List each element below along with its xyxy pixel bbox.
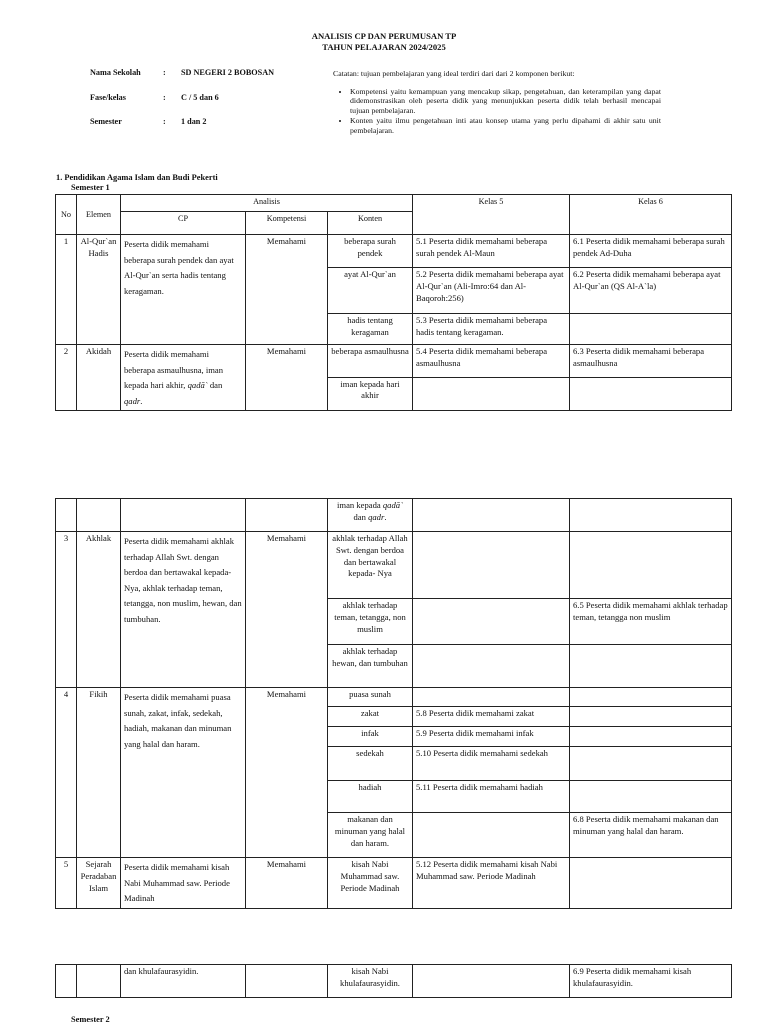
colon: : bbox=[163, 93, 166, 102]
row-konten: akhlak terhadap Allah Swt. dengan berdoa dan bertawakal kepada- Nya bbox=[328, 532, 413, 599]
row-cp bbox=[121, 345, 246, 411]
row-kelas-5 bbox=[413, 813, 570, 858]
row-number: 4 bbox=[56, 688, 77, 858]
row-kelas-5: 5.9 Peserta didik memahami infak bbox=[413, 727, 570, 747]
table-row bbox=[56, 235, 732, 268]
row-kompetensi: Memahami bbox=[246, 858, 328, 909]
row-elemen: Fikih bbox=[77, 688, 121, 858]
school-value: SD NEGERI 2 BOBOSAN bbox=[181, 68, 275, 77]
row-number: 5 bbox=[56, 858, 77, 909]
row-kelas-5: 5.12 Peserta didik memahami kisah Nabi Muhammad saw. Periode Madinah bbox=[413, 858, 570, 909]
row-konten: puasa sunah bbox=[328, 688, 413, 707]
cp-tp-table-part-2 bbox=[55, 498, 732, 909]
row-kelas-5: 5.11 Peserta didik memahami hadiah bbox=[413, 781, 570, 813]
document-subtitle: TAHUN PELAJARAN 2024/2025 bbox=[322, 42, 446, 52]
row-kelas-6 bbox=[570, 532, 732, 599]
row-cp: dan khulafaurasyidin. bbox=[121, 965, 246, 998]
semester-label: Semester bbox=[90, 117, 122, 126]
row-kelas-5 bbox=[413, 965, 570, 998]
row-kelas-6 bbox=[570, 707, 732, 727]
note-intro: Catatan: tujuan pembelajaran yang ideal terdiri dari dari 2 komponen berikut: bbox=[333, 69, 575, 78]
cp-text: dan bbox=[209, 380, 223, 391]
row-kelas-5 bbox=[413, 688, 570, 707]
header-elemen: Elemen bbox=[77, 195, 121, 235]
cp-text: . bbox=[140, 395, 143, 406]
row-kelas-5 bbox=[413, 377, 570, 411]
row-cp: Peserta didik memahami puasa sunah, zakat, infak, sedekah, hadiah, makanan dan minuman yang halal dan haram. bbox=[121, 688, 246, 858]
row-konten: beberapa surah pendek bbox=[328, 235, 413, 268]
note-block bbox=[333, 69, 661, 137]
konten-text: iman kepada bbox=[337, 500, 381, 510]
row-number: 2 bbox=[56, 345, 77, 411]
row-cp: Peserta didik memahami kisah Nabi Muhammad saw. Periode Madinah bbox=[121, 858, 246, 909]
row-konten: sedekah bbox=[328, 747, 413, 781]
note-item: • Konten yaitu ilmu pengetahuan inti atau konsep utama yang perlu dipahami di akhir satu unit pembelajaran. bbox=[350, 116, 661, 135]
table-row bbox=[56, 345, 732, 378]
row-kelas-5 bbox=[413, 645, 570, 688]
row-kelas-6 bbox=[570, 688, 732, 707]
row-elemen: Akhlak bbox=[77, 532, 121, 688]
cp-tp-table-part-3 bbox=[55, 964, 732, 998]
row-kelas-5: 5.1 Peserta didik memahami beberapa surah pendek Al-Maun bbox=[413, 235, 570, 268]
header-analisis: Analisis bbox=[121, 195, 413, 212]
row-konten bbox=[328, 499, 413, 532]
table-row bbox=[56, 965, 732, 998]
row-kelas-5: 5.10 Peserta didik memahami sedekah bbox=[413, 747, 570, 781]
row-kelas-6: 6.1 Peserta didik memahami beberapa surah pendek Ad-Duha bbox=[570, 235, 732, 268]
cp-term: qadr bbox=[124, 395, 141, 406]
row-kelas-5: 5.2 Peserta didik memahami beberapa ayat Al-Qur`an (Ali-Imro:64 dan Al-Baqoroh:256) bbox=[413, 268, 570, 314]
colon: : bbox=[163, 117, 166, 126]
semester-value: 1 dan 2 bbox=[181, 117, 207, 126]
row-kompetensi: Memahami bbox=[246, 688, 328, 858]
row-konten: kisah Nabi Muhammad saw. Periode Madinah bbox=[328, 858, 413, 909]
row-kelas-6: 6.3 Peserta didik memahami beberapa asmaulhusna bbox=[570, 345, 732, 378]
row-kompetensi: Memahami bbox=[246, 532, 328, 688]
document-title: ANALISIS CP DAN PERUMUSAN TP bbox=[311, 31, 457, 41]
row-kompetensi bbox=[246, 499, 328, 532]
row-konten: zakat bbox=[328, 707, 413, 727]
row-kelas-6 bbox=[570, 645, 732, 688]
row-kelas-5: 5.4 Peserta didik memahami beberapa asmaulhusna bbox=[413, 345, 570, 378]
colon: : bbox=[163, 68, 166, 77]
konten-term: qadā` bbox=[382, 500, 403, 510]
row-cp: Peserta didik memahami beberapa surah pendek dan ayat Al-Qur`an serta hadis tentang keragaman. bbox=[121, 235, 246, 345]
note-list bbox=[333, 87, 661, 136]
row-konten: infak bbox=[328, 727, 413, 747]
row-elemen bbox=[77, 499, 121, 532]
row-kelas-6 bbox=[570, 314, 732, 345]
row-kelas-6: 6.5 Peserta didik memahami akhlak terhadap teman, tetangga non muslim bbox=[570, 599, 732, 645]
table-row bbox=[56, 858, 732, 909]
row-konten: beberapa asmaulhusna bbox=[328, 345, 413, 378]
cp-term: qadā` bbox=[187, 380, 208, 391]
konten-text: dan bbox=[353, 511, 366, 522]
phase-value: C / 5 dan 6 bbox=[181, 93, 219, 102]
row-konten: akhlak terhadap hewan, dan tumbuhan bbox=[328, 645, 413, 688]
row-kelas-6: 6.2 Peserta didik memahami beberapa ayat Al-Qur`an (QS Al-A`la) bbox=[570, 268, 732, 314]
row-konten: akhlak terhadap teman, tetangga, non muslim bbox=[328, 599, 413, 645]
table-row bbox=[56, 532, 732, 599]
row-kelas-6: 6.8 Peserta didik memahami makanan dan minuman yang halal dan haram. bbox=[570, 813, 732, 858]
header-kompetensi: Kompetensi bbox=[246, 212, 328, 235]
semester-1-label: Semester 1 bbox=[71, 183, 110, 192]
row-kelas-5: 5.3 Peserta didik memahami beberapa hadis tentang keragaman. bbox=[413, 314, 570, 345]
row-konten: hadis tentang keragaman bbox=[328, 314, 413, 345]
row-elemen: Akidah bbox=[77, 345, 121, 411]
row-kelas-5 bbox=[413, 499, 570, 532]
row-number: 1 bbox=[56, 235, 77, 345]
phase-label: Fase/kelas bbox=[90, 93, 126, 102]
row-elemen: Al-Qur`an Hadis bbox=[77, 235, 121, 345]
row-konten: hadiah bbox=[328, 781, 413, 813]
table-row bbox=[56, 499, 732, 532]
row-konten: kisah Nabi khulafaurasyidin. bbox=[328, 965, 413, 998]
header-konten: Konten bbox=[328, 212, 413, 235]
row-kelas-6 bbox=[570, 747, 732, 781]
konten-term: qadr bbox=[368, 511, 385, 522]
row-konten: makanan dan minuman yang halal dan haram. bbox=[328, 813, 413, 858]
row-kelas-5: 5.8 Peserta didik memahami zakat bbox=[413, 707, 570, 727]
row-kelas-5 bbox=[413, 532, 570, 599]
cp-tp-table-part-1 bbox=[55, 194, 732, 411]
row-kelas-5 bbox=[413, 599, 570, 645]
header-kelas-5: Kelas 5 bbox=[413, 195, 570, 235]
row-cp: Peserta didik memahami akhlak terhadap Allah Swt. dengan berdoa dan bertawakal kepada- Nya, akhlak terhadap teman, tetangga, non muslim, hewan, dan tumbuhan. bbox=[121, 532, 246, 688]
row-kompetensi: Memahami bbox=[246, 235, 328, 345]
row-konten: iman kepada hari akhir bbox=[328, 377, 413, 411]
row-number: 3 bbox=[56, 532, 77, 688]
konten-text: . bbox=[384, 511, 387, 522]
table-row bbox=[56, 688, 732, 707]
row-kompetensi bbox=[246, 965, 328, 998]
row-kelas-6 bbox=[570, 377, 732, 411]
header-cp: CP bbox=[121, 212, 246, 235]
row-kelas-6: 6.9 Peserta didik memahami kisah khulafaurasyidin. bbox=[570, 965, 732, 998]
row-cp bbox=[121, 499, 246, 532]
row-konten: ayat Al-Qur`an bbox=[328, 268, 413, 314]
school-label: Nama Sekolah bbox=[90, 68, 141, 77]
row-kelas-6 bbox=[570, 499, 732, 532]
row-number bbox=[56, 965, 77, 998]
row-kelas-6 bbox=[570, 727, 732, 747]
semester-2-label: Semester 2 bbox=[71, 1015, 110, 1024]
row-elemen: Sejarah Peradaban Islam bbox=[77, 858, 121, 909]
note-item: • Kompetensi yaitu kemampuan yang mencakup sikap, pengetahuan, dan keterampilan yang dapat didemonstrasikan oleh peserta didik yang menunjukkan peserta didik telah berhasil mencapai tujuan pembelajaran. bbox=[350, 87, 661, 116]
header-kelas-6: Kelas 6 bbox=[570, 195, 732, 235]
cp-text: Peserta didik memahami beberapa asmaulhusna, iman kepada hari akhir, bbox=[124, 349, 224, 391]
row-kelas-6 bbox=[570, 781, 732, 813]
row-elemen bbox=[77, 965, 121, 998]
row-kompetensi: Memahami bbox=[246, 345, 328, 411]
row-number bbox=[56, 499, 77, 532]
header-no: No bbox=[56, 195, 77, 235]
section-title: 1. Pendidikan Agama Islam dan Budi Pekerti bbox=[56, 173, 218, 182]
row-kelas-6 bbox=[570, 858, 732, 909]
